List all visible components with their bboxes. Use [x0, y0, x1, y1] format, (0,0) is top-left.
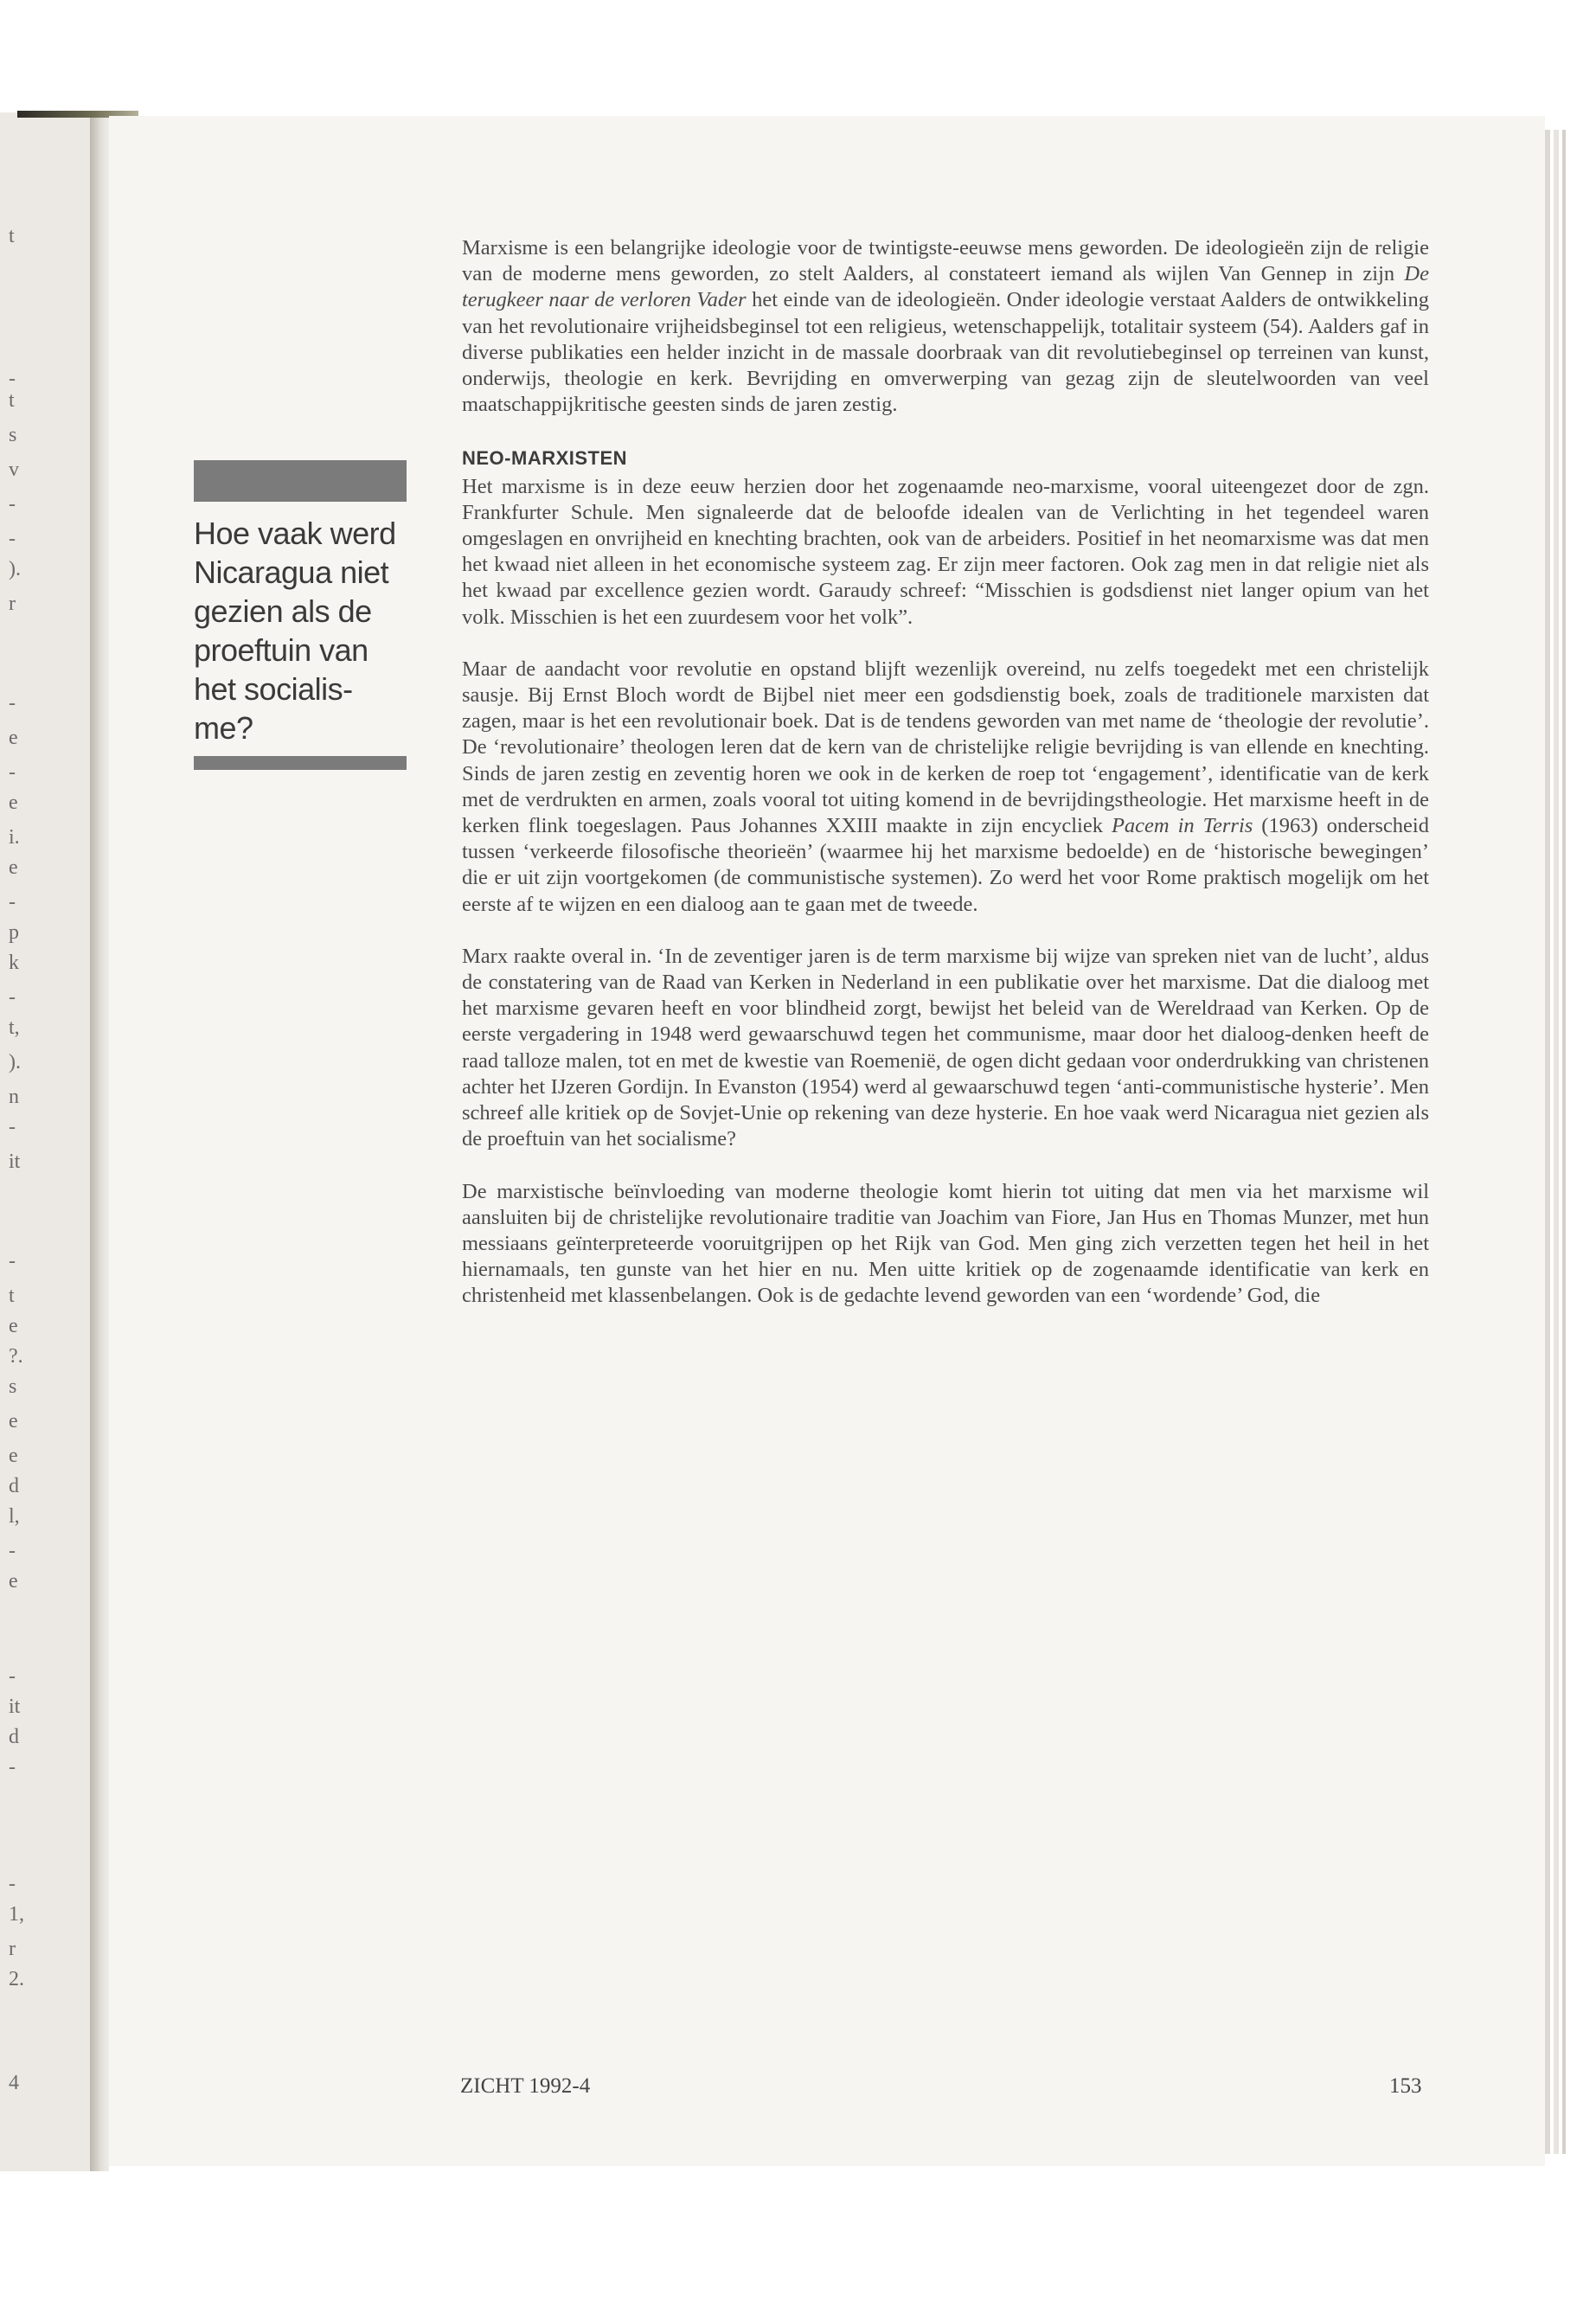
paragraph-4: Marx raakte overal in. ‘In de zeventiger jaren is de term marxisme bij wijze van spreken niet van de lucht’, aldus de constatering van de Raad van Kerken in Nederland in een publikatie over het marxisme. Dat die dialoog met het marxisme gevaren heeft en voor blindheid zorgt, bewijst het beleid van de Wereldraad van Kerken. Op de eerste vergadering in 1948 werd gewaarschuwd tegen het communisme, maar door het dialoog-denken heeft de raad talloze malen, tot en met de kwestie van Roemenië, de ogen dicht gedaan voor onderdrukking van christenen achter het IJzeren Gordijn. In Evanston (1954) werd al gewaarschuwd tegen ‘anti-communistische hysterie’. Men schreef alle kritiek op de Sovjet-Unie op rekening van deze hysterie. En hoe vaak werd Nicaragua niet gezien als de proeftuin van het socialisme?: [462, 944, 1429, 1151]
margin-glyph: -: [9, 1540, 16, 1562]
margin-glyph: -: [9, 1250, 16, 1272]
paragraph-5: De marxistische beïnvloeding van moderne theologie komt hierin tot uiting dat men via het marxisme wil aansluiten bij de christelijke revolutionaire traditie van Joachim van Fiore, Jan Hus en Thomas Munzer, met hun messiaans geïnterpreteerde vooruitgrijpen op het Rijk van God. Men ging zich verzetten tegen het heil in het hiernamaals, ten gunste van het hier en nu. Men uitte kritiek op de zogenaamde identificatie van kerk en christenheid met klassenbelangen. Ook is de gedachte levend geworden van een ‘wordende’ God, die: [462, 1179, 1429, 1308]
margin-glyph: ).: [9, 558, 21, 580]
margin-glyph: r: [9, 593, 16, 615]
margin-glyph: 4: [9, 2072, 19, 2094]
margin-glyph: l,: [9, 1505, 20, 1528]
margin-glyph: -: [9, 692, 16, 715]
margin-glyph: i.: [9, 826, 20, 849]
left-facing-page: [0, 112, 104, 2171]
margin-glyph: r: [9, 1938, 16, 1960]
margin-glyph: n: [9, 1086, 19, 1108]
margin-glyph: v: [9, 458, 19, 481]
margin-glyph: it: [9, 1150, 21, 1173]
margin-glyph: e: [9, 1570, 18, 1593]
encyclical-title: Pacem in Terris: [1111, 814, 1253, 838]
pull-quote-top-bar: [194, 460, 407, 502]
paragraph-text: Maar de aandacht voor revolutie en opstand blijft wezenlijk overeind, nu zelfs toegedekt met een christelijk sausje. Bij Ernst Bloch wordt de Bijbel niet meer een godsdienstig boek, zoals de traditionele marxisten dat zagen, maar is het een revolutionair boek. Dat is de tendens geworden van met name de ‘theologie der revolutie’. De ‘revolutionaire’ theologen leren dat de kern van de christelijke religie bevrijding is van ellende en knechting. Sinds de jaren zestig en zeventig horen we ook in de kerken de roep tot ‘engagement’, identificatie van de kerk met de verdrukten en armen, zoals vooral tot uiting komend in de bevrijdingstheologie. Het marxisme heeft in de kerken flink toegeslagen. Paus Johannes XXIII maakte in zijn encycliek: [462, 657, 1429, 838]
page-edge: [1545, 130, 1550, 2154]
margin-glyph: e: [9, 1410, 18, 1433]
margin-glyph: ).: [9, 1051, 21, 1074]
paragraph-text: Marxisme is een belangrijke ideologie voor de twintigste-eeuwse mens geworden. De ideologieën zijn de religie van de moderne mens geworden, zo stelt Aalders, al constateert iemand als wijlen Van Gennep in zijn: [462, 236, 1429, 286]
paragraph-text: (1963) onderscheid tussen ‘verkeerde filosofische theorieën’ (waarmee hij het marxisme bedoelde) en de ‘historische bewegingen’ die er uit zijn voortgekomen (de communistische systemen). Zo werd het voor Rome praktisch mogelijk om het eerste af te wijzen en een dialoog aan te gaan met de tweede.: [462, 814, 1429, 916]
margin-glyph: 1,: [9, 1903, 24, 1926]
margin-glyph: -: [9, 528, 16, 550]
margin-glyph: -: [9, 761, 16, 784]
margin-glyph: ?.: [9, 1345, 23, 1368]
pull-quote-bottom-bar: [194, 756, 407, 770]
margin-glyph: -: [9, 368, 16, 390]
margin-glyph: p: [9, 921, 19, 944]
margin-glyph: -: [9, 1873, 16, 1895]
margin-glyph: 2.: [9, 1968, 24, 1990]
margin-glyph: -: [9, 1756, 16, 1779]
section-heading: NEO-MARXISTEN: [462, 447, 628, 470]
margin-glyph: e: [9, 1315, 18, 1337]
margin-glyph: it: [9, 1695, 21, 1718]
book-spine: [90, 112, 109, 2171]
margin-glyph: -: [9, 493, 16, 516]
journal-footer: ZICHT 1992-4: [460, 2074, 591, 2098]
margin-glyph: e: [9, 792, 18, 814]
margin-glyph: e: [9, 856, 18, 879]
pull-quote-text: Hoe vaak werd Nicaragua niet gezien als de proeftuin van het socialis- me?: [194, 516, 396, 746]
paragraph-3: [462, 657, 1429, 918]
margin-glyph: -: [9, 891, 16, 913]
page-edge: [1554, 130, 1559, 2154]
margin-glyph: s: [9, 1375, 17, 1398]
margin-glyph: -: [9, 1116, 16, 1138]
margin-glyph: e: [9, 727, 18, 749]
page-edge: [1562, 130, 1566, 2154]
book-title: De terugkeer naar de verloren Vader: [462, 262, 1429, 312]
margin-glyph: d: [9, 1726, 19, 1748]
paragraph-2: Het marxisme is in deze eeuw herzien door het zogenaamde neo-marxisme, vooral uiteengezet door de zgn. Frankfurter Schule. Men signaleerde dat de beloofde idealen van de Verlichting in het tegendeel waren omgeslagen en onvrijheid en knechting brachten, ook van de arbeiders. Positief in het neomarxisme was dat men het kwaad niet alleen in het economische systeem zag. Er zijn meer factoren. Ook zag men in dat religie niet als het kwaad par excellence gezien wordt. Garaudy schreef: “Misschien is godsdienst niet langer opium van het volk. Misschien is het een zuurdesem voor het volk”.: [462, 474, 1429, 629]
page-number: 153: [1389, 2074, 1422, 2098]
margin-glyph: -: [9, 986, 16, 1009]
article-body: [462, 235, 1429, 1336]
pull-quote: [194, 460, 407, 770]
margin-glyph: t: [9, 1285, 15, 1307]
margin-glyph: d: [9, 1475, 19, 1497]
margin-glyph: e: [9, 1445, 18, 1467]
margin-glyph: -: [9, 1665, 16, 1688]
margin-glyph: t: [9, 389, 15, 412]
margin-glyph: k: [9, 952, 19, 974]
margin-glyph: s: [9, 424, 17, 446]
margin-glyph: t,: [9, 1016, 20, 1039]
paragraph-1: [462, 235, 1429, 418]
margin-glyph: t: [9, 225, 15, 247]
paragraph-text: het einde van de ideologieën. Onder ideologie verstaat Aalders de ontwikkeling van het revolutionaire vrijheidsbeginsel tot een religieus, wetenschappelijk, totalitair systeem (54). Aalders gaf in diverse publikaties een helder inzicht in de massale doorbraak van dit revolutiebeginsel op terreinen van kunst, onderwijs, theologie en kerk. Bevrijding en omverwerping van gezag zijn de sleutelwoorden van veel maatschappijkritische geesten sinds de jaren zestig.: [462, 288, 1429, 417]
